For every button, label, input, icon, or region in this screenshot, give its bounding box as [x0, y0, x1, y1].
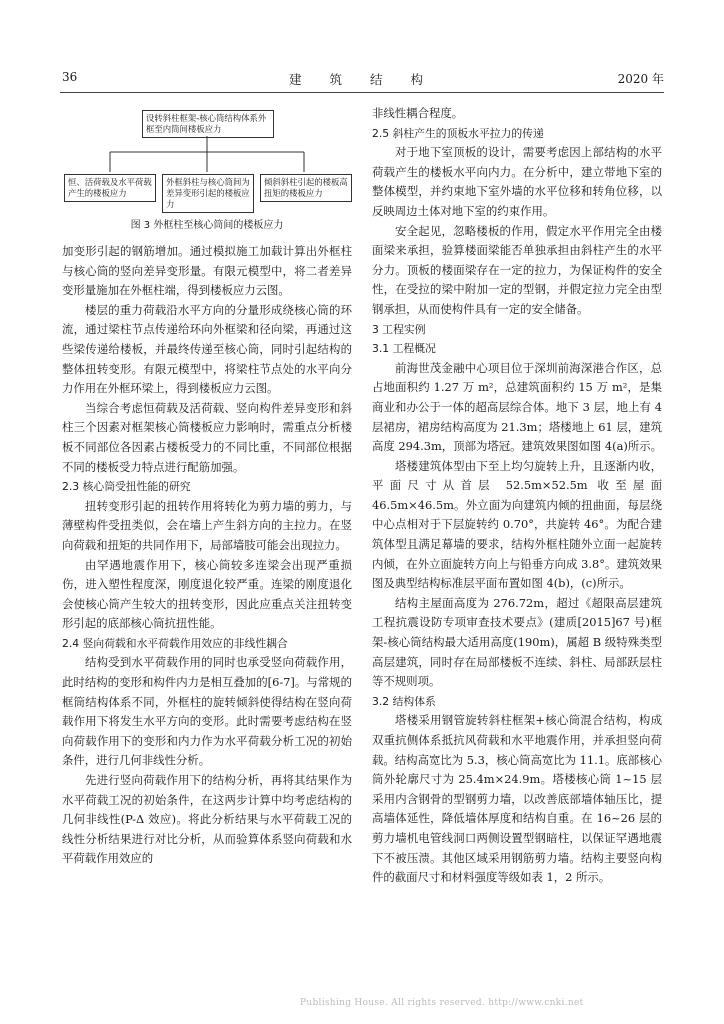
paragraph: 先进行竖向荷载作用下的结构分析，再将其结果作为水平荷载工况的初始条件，在这两步计算中均考虑结构的几何非线性(P-Δ 效应)。将此分析结果与水平荷载工况的线性分析结果进行对比分析，从而验算体系竖向荷载和水平荷载作用效应的: [62, 773, 352, 866]
figure-top-box: 设转斜柱框架-核心筒结构体系外框至内筒间楼板应力: [142, 110, 274, 138]
paragraph: 结构主屋面高度为 276.72m，超过《超限高层建筑工程抗震设防专项审查技术要点》(建质[2015]67 号)框架-核心筒结构最大适用高度(190m)，属超 B 级特殊类型高层建筑，同时存在局部楼板不连续、斜柱、局部跃层柱等不规则项。: [372, 595, 662, 689]
page-number: 36: [62, 70, 78, 84]
paragraph: 安全起见，忽略楼板的作用，假定水平作用完全由楼面梁来承担，验算楼面梁能否单独承担由斜柱产生的水平分力。顶板的楼面梁存在一定的拉力，为保证构件的安全性，在受拉的梁中附加一定的型钢，并假定拉力完全由型钢承担，从而使构件具有一定的安全储备。: [372, 223, 662, 316]
figure-caption: 图 3 外框柱至核心筒间的楼板应力: [130, 220, 284, 231]
figure-box-1: 恒、活荷载及水平荷载产生的楼板应力: [64, 174, 156, 202]
figure-box-3: 倾斜斜柱引起的楼板高扭矩的楼板应力: [260, 174, 352, 202]
section-heading: 3.2 结构体系: [372, 694, 436, 708]
journal-title: 建 筑 结 构: [289, 72, 435, 87]
paragraph: 由罕遇地震作用下，核心筒较多连梁会出现严重损伤，进入塑性程度深，刚度退化较严重。连梁的刚度退化会使核心筒产生较大的扭转变形，因此应重点关注扭转变形引起的底部核心筒抗扭性能。: [62, 557, 352, 631]
figure-3-diagram: [62, 104, 352, 234]
paragraph: 加变形引起的钢筋增加。通过模拟施工加载计算出外框柱与核心筒的竖向差异变形量。有限元模型中，将二者差异变形量施加在外框柱端，得到楼板应力云图。: [62, 244, 352, 298]
paragraph: 前海世茂金融中心项目位于深圳前海深港合作区，总占地面积约 1.27 万 m²，总建筑面积约 15 万 m²，是集商业和办公于一体的超高层综合体。地下 3 层，地上有 4 层裙房，裙房结构高度为 21.3m；塔楼地上 61 层，建筑高度 294.3m，顶部为塔冠。建筑效果图如图 4(a)所示。: [372, 360, 663, 454]
section-heading: 2.4 竖向荷载和水平荷载作用效应的非线性耦合: [62, 636, 288, 650]
paragraph: 对于地下室顶板的设计，需要考虑因上部结构的水平荷载产生的楼板水平向内力。在分析中，建立带地下室的整体模型，并约束地下室外墙的水平位移和转角位移，以反映周边土体对地下室的约束作用。: [372, 145, 662, 218]
right-column: [372, 104, 662, 888]
paragraph: 扭转变形引起的扭转作用将转化为剪力墙的剪力，与薄壁构件受扭类似，会在墙上产生斜方向的主拉力。在竖向荷载和扭矩的共同作用下，局部墙肢可能会出现拉力。: [62, 498, 352, 552]
section-heading: 2.5 斜柱产生的顶板水平拉力的传递: [372, 126, 544, 140]
paragraph: 塔楼采用钢管旋转斜柱框架+核心筒混合结构，构成双重抗侧体系抵抗风荷载和水平地震作用，并承担竖向荷载。结构高宽比为 5.3，核心筒高宽比为 11.1。底部核心筒外轮廓尺寸为 25.4m×24.9m。塔楼核心筒 1~15 层采用内含钢骨的型钢剪力墙，以改善底部墙体轴压比，提高墙体延性，降低墙体厚度和结构自重。在 16~26 层的剪力墙机电管线洞口两侧设置型钢暗柱，以保证罕遇地震下不被压溃。其他区域采用钢筋剪力墙。结构主要竖向构件的截面尺寸和材料强度等级如表 1，2 所示。: [372, 713, 662, 885]
header-rule: [60, 92, 664, 93]
paragraph: 当综合考虑恒荷载及活荷载、竖向构件差异变形和斜柱三个因素对框架核心筒楼板应力影响时，需重点分析楼板不同部位各因素占楼板受力的不同比重，不同部位根据不同的楼板受力特点进行配筋加强。: [62, 400, 352, 474]
paragraph: 楼层的重力荷载沿水平方向的分量形成绕核心筒的环流，通过梁柱节点传递给环向外框梁和径向梁，再通过这些梁传递给楼板，并最终传递至核心筒，同时引起结构的整体扭转变形。有限元模型中，将梁柱节点处的水平向分力作用在外框环梁上，得到楼板应力云图。: [62, 302, 352, 396]
paragraph: 非线性耦合程度。: [372, 106, 464, 120]
figure-box-2: 外框斜柱与核心筒间为差异变形引起的楼板应力: [162, 174, 254, 213]
section-heading: 3 工程实例: [372, 322, 426, 336]
paragraph: 塔楼建筑体型由下至上均匀旋转上升，且逐渐内收，平面尺寸从首层 52.5m×52.5m 收至屋面 46.5m×46.5m。外立面为向建筑内倾的扭曲面，每层绕中心点相对于下层旋转约 0.70°，共旋转 46°。为配合建筑体型且满足幕墙的要求，结构外框柱随外立面一起旋转内倾，在外立面旋转方向上与铅垂方向成 3.8°。建筑效果图及典型结构标准层平面布置如图 4(b)，(c)所示。: [372, 458, 662, 591]
footer-copyright: Publishing House. All rights reserved. http://www.cnki.net: [300, 998, 584, 1008]
section-heading: 3.1 工程概况: [372, 342, 436, 356]
paragraph: 结构受到水平荷载作用的同时也承受竖向荷载作用，此时结构的变形和构件内力是相互叠加的[6-7]。与常规的框筒结构体系不同，外框柱的旋转倾斜使得结构在竖向荷载作用下将发生水平方向的变形。此时需要考虑结构在竖向荷载作用下的变形和内力作为水平荷载分析工况的初始条件，进行几何非线性分析。: [62, 655, 352, 768]
section-heading: 2.3 核心筒受扭性能的研究: [62, 480, 191, 494]
left-column: [62, 242, 352, 869]
publication-year: 2020 年: [617, 72, 664, 86]
